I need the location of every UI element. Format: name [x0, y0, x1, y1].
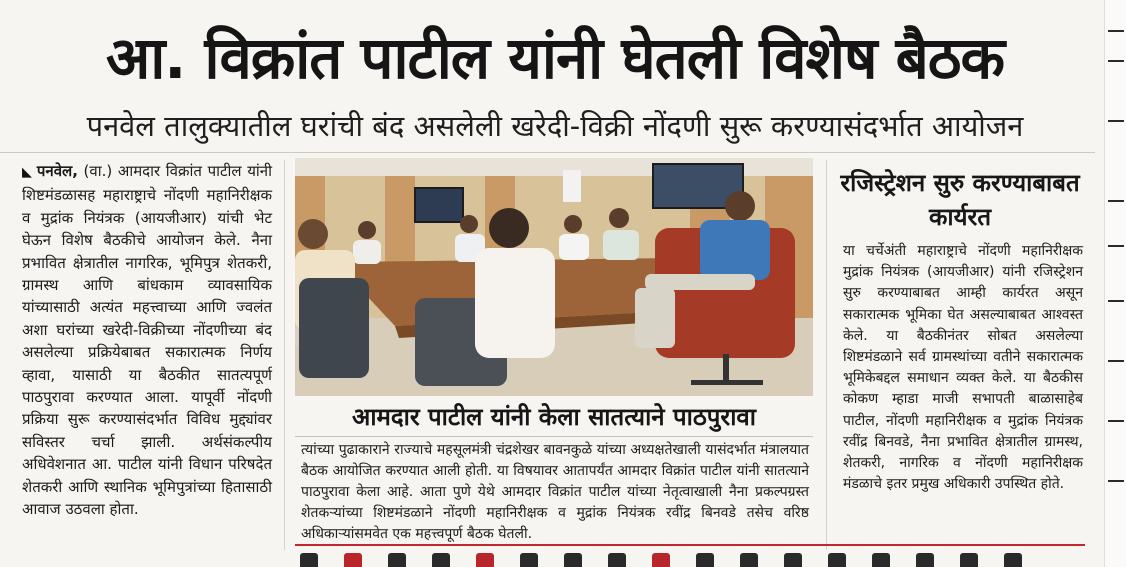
bullet-arrow-icon: ◣	[22, 165, 33, 180]
photo-caption: आमदार पाटील यांनी केला सातत्याने पाठपुरावा	[351, 403, 756, 431]
caption-divider	[295, 436, 813, 437]
column-divider	[284, 160, 285, 550]
meeting-photo	[295, 158, 813, 396]
left-column-text: आमदार विक्रांत पाटील यांनी शिष्टमंडळासह महाराष्ट्राचे नोंदणी महानिरीक्षक व मुद्रांक नियंत्रक (आयजीआर) यांची भेट घेऊन विशेष बैठकीचे आयोजन केले. नैना प्रभावित क्षेत्रातील नागरिक, भूमिपुत्र शेतकरी, ग्रामस्थ आणि बांधकाम व्यावसायिक यांच्यासाठी अत्यंत महत्त्वाच्या आणि ज्वलंत अशा घरांच्या खरेदी-विक्रीच्या नोंदणीच्या बंद असलेल्या प्रक्रियेबाबत सकारात्मक निर्णय व्हावा, यासाठी या बैठकीत सातत्यपूर्ण पाठपुरावा करण्यात आला. यापूर्वी नोंदणी प्रक्रिया सुरू करण्यासंदर्भात विविध मुद्द्यांवर सविस्तर चर्चा झाली. अर्थसंकल्पीय अधिवेशनात आ. पाटील यांनी विधान परिषदेत शेतकरी आणि स्थानिक भूमिपुत्रांच्या हितासाठी आवाज उठवला होता.	[22, 162, 272, 519]
adjacent-column-edge	[1104, 0, 1126, 567]
accent-rule	[295, 544, 1085, 546]
divider	[0, 152, 1095, 153]
meeting-room-illustration	[295, 158, 813, 396]
headline: आ. विक्रांत पाटील यांनी घेतली विशेष बैठक	[105, 24, 1005, 92]
side-heading: रजिस्ट्रेशन सुरु करण्याबाबत कार्यरत	[840, 169, 1080, 231]
column-divider	[826, 160, 827, 550]
dateline-place: पनवेल,	[36, 162, 78, 180]
subheadline: पनवेल तालुक्यातील घरांची बंद असलेली खरेदी-विक्री नोंदणी सुरू करण्यासंदर्भात आयोजन	[86, 109, 1024, 143]
right-column-text: या चर्चेअंती महाराष्ट्राचे नोंदणी महानिरीक्षक मुद्रांक नियंत्रक (आयजीआर) यांनी रजिस्ट्रेशन सुरु करण्याबाबत आम्ही कार्यरत असून सकारात्मक भूमिका घेत असल्याबाबत आश्वस्त केले. या बैठकीनंतर सोबत असलेल्या शिष्टमंडळाने सर्व ग्रामस्थांच्या वतीने सकारात्मक भूमिकेबद्दल समाधान व्यक्त केले. या बैठकीस कोकण म्हाडा माजी सभापती बाळासाहेब पाटील, नोंदणी महानिरीक्षक व मुद्रांक नियंत्रक रवींद्र बिनवडे, नैना प्रभावित क्षेत्रातील ग्रामस्थ, शेतकरी, नागरिक व नोंदणी महानिरीक्षक मंडळाचे इतर प्रमुख अधिकारी उपस्थित होते.	[843, 243, 1083, 493]
cropped-next-headline	[300, 552, 1080, 567]
left-column	[22, 160, 272, 521]
dateline-agency: (वा.)	[83, 162, 113, 180]
middle-column-text: त्यांच्या पुढाकाराने राज्याचे महसूलमंत्री चंद्रशेखर बावनकुळे यांच्या अध्यक्षतेखाली यासंदर्भात मंत्रालयात बैठक आयोजित करण्यात आली होती. या विषयावर आतापर्यंत आमदार विक्रांत पाटील यांनी सातत्याने पाठपुरावा केला आहे. आता पुणे येथे आमदार विक्रांत पाटील यांच्या नेतृत्वाखाली नैना प्रकल्पग्रस्त शेतकऱ्यांच्या शिष्टमंडळाने नोंदणी महानिरीक्षक व मुद्रांक नियंत्रक रवींद्र बिनवडे तसेच वरिष्ठ अधिकाऱ्यांसमवेत एक महत्त्वपूर्ण बैठक घेतली.	[301, 442, 809, 542]
